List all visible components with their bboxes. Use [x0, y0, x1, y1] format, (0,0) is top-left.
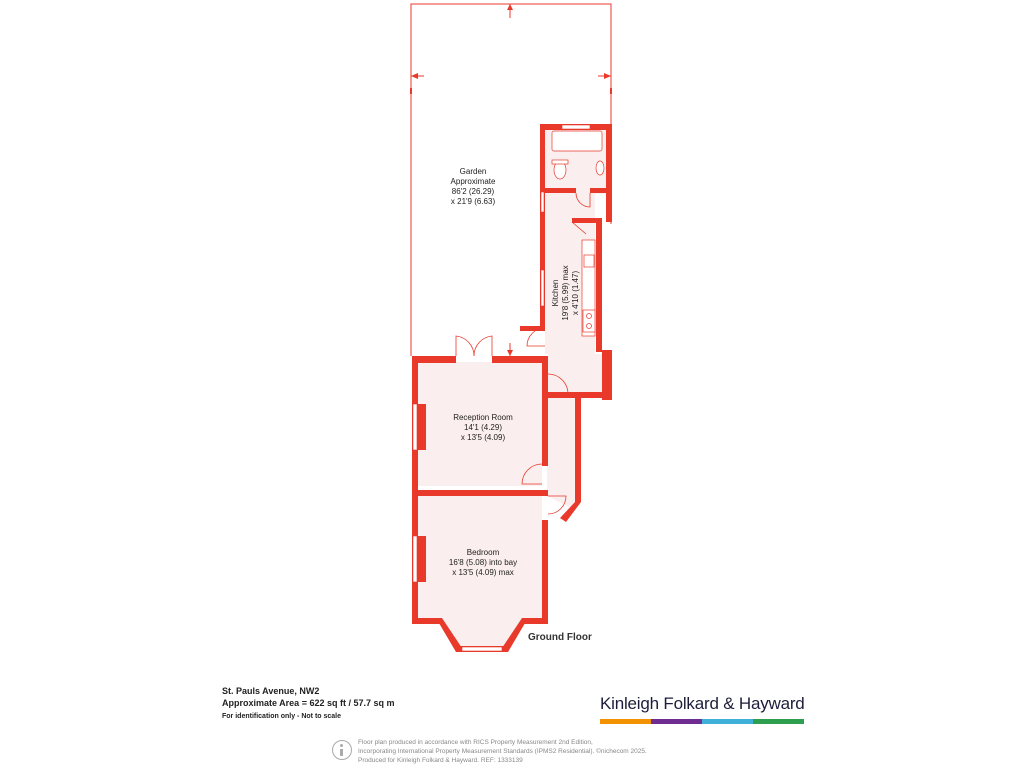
property-info	[222, 685, 395, 723]
svg-text:Garden: Garden	[459, 167, 487, 176]
footer-text	[332, 738, 732, 765]
brand-stripe-blue	[702, 719, 753, 724]
garden-label	[451, 167, 496, 206]
svg-text:Reception Room: Reception Room	[453, 413, 513, 422]
disclaimer-note: For identification only - Not to scale	[222, 713, 342, 720]
footer-copyright: ©nichecom 2025.	[596, 748, 647, 755]
brand-color-stripe	[600, 719, 804, 724]
brand-name: Kinleigh Folkard & Hayward	[600, 694, 805, 713]
svg-text:19'8 (5.99) max: 19'8 (5.99) max	[561, 265, 570, 321]
svg-text:14'1 (4.29): 14'1 (4.29)	[464, 423, 502, 432]
footer-ref: REF: 1333139	[480, 757, 523, 764]
property-area: Approximate Area = 622 sq ft / 57.7 sq m	[222, 698, 395, 708]
brand-stripe-green	[753, 719, 804, 724]
svg-text:x 13'5 (4.09) max: x 13'5 (4.09) max	[452, 568, 514, 577]
svg-text:x 21'9 (6.63): x 21'9 (6.63)	[450, 197, 496, 206]
svg-text:16'8 (5.08) into bay: 16'8 (5.08) into bay	[448, 558, 518, 567]
svg-text:x 4'10 (1.47): x 4'10 (1.47)	[571, 270, 580, 316]
floor-label: Ground Floor	[528, 632, 592, 643]
brand-logo	[600, 694, 804, 724]
svg-text:Approximate: Approximate	[450, 177, 496, 186]
svg-text:Bedroom: Bedroom	[466, 548, 500, 557]
svg-text:Kitchen: Kitchen	[551, 279, 560, 307]
kitchen-fixtures	[582, 240, 595, 336]
brand-stripe-purple	[651, 719, 702, 724]
info-icon	[332, 740, 352, 760]
svg-text:x 13'5 (4.09): x 13'5 (4.09)	[460, 433, 506, 442]
brand-stripe-orange	[600, 719, 651, 724]
svg-text:86'2 (26.29): 86'2 (26.29)	[451, 187, 495, 196]
footer-line-1: Floor plan produced in accordance with RICS Property Measurement 2nd Edition,	[358, 739, 593, 746]
footer-line-2: Incorporating International Property Measurement Standards (IPMS2 Residential).	[358, 748, 595, 755]
footer-line-3: Produced for Kinleigh Folkard & Hayward.	[358, 757, 480, 764]
property-address: St. Pauls Avenue, NW2	[222, 686, 320, 696]
